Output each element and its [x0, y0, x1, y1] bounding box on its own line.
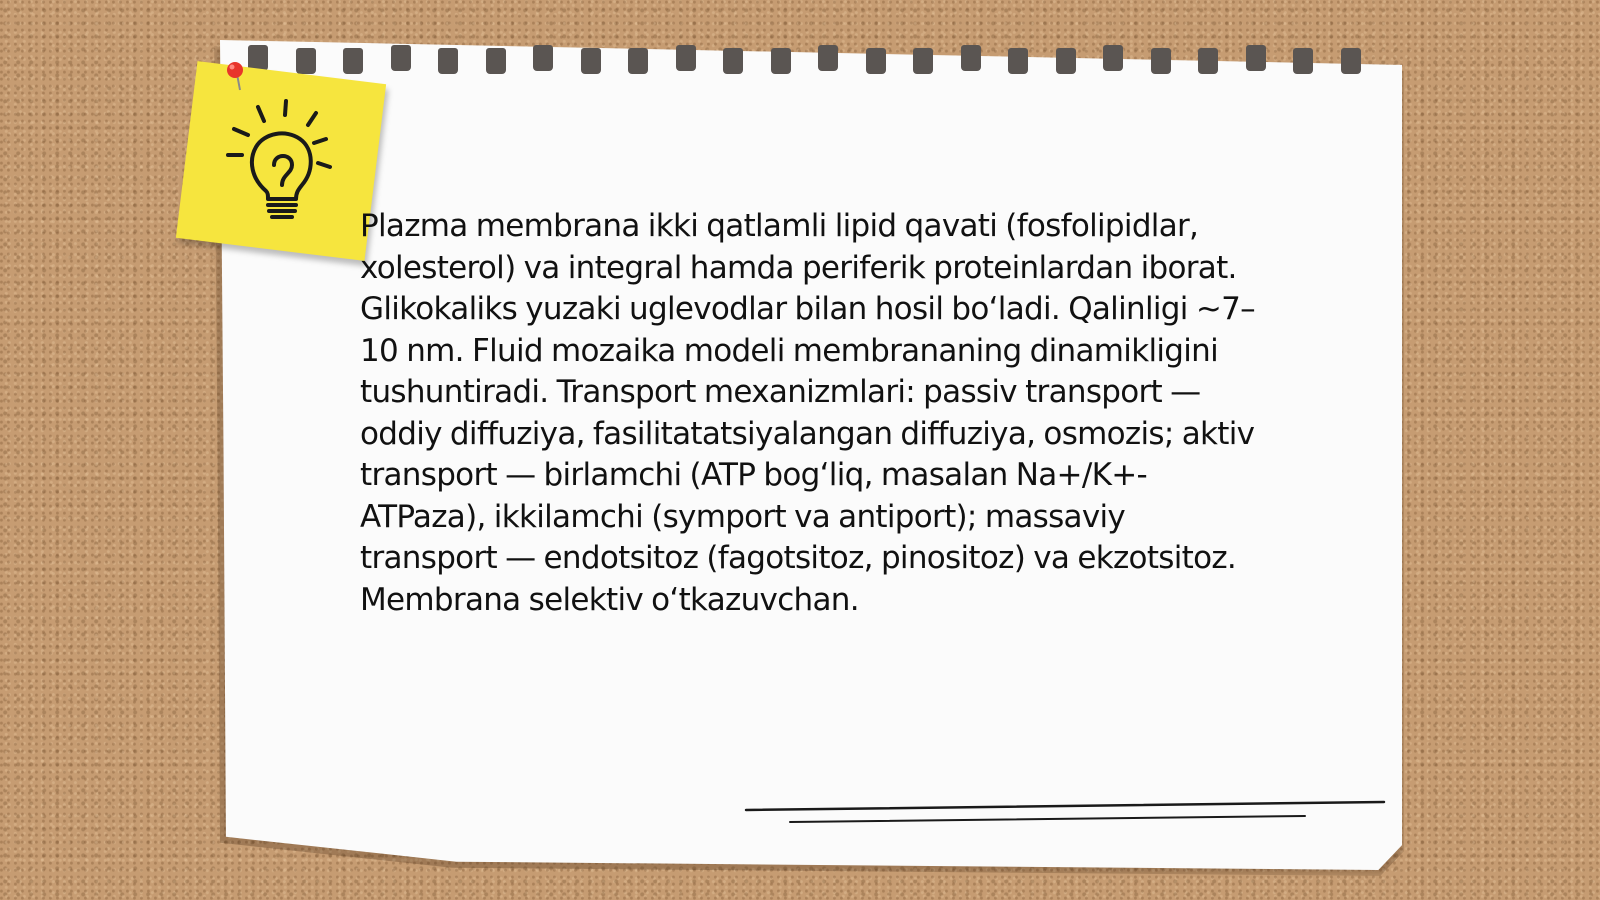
- binder-hole: [533, 45, 553, 71]
- binder-hole: [628, 48, 648, 74]
- body-text: Plazma membrana ikki qatlamli lipid qavati (fosfolipidlar, xolesterol) va integral hamda periferik proteinlardan iborat. Glikokaliks yuzaki uglevodlar bilan hosil bo‘ladi. Qalinligi ~7–10 nm. Fluid mozaika modeli membrananing dinamikligini tushuntiradi. Transport mexanizmlari: passiv transport — oddiy diffuziya, fasilitatatsiyalangan diffuziya, osmozis; aktiv transport — birlamchi (ATP bog‘liq, masalan Na+/K+-ATPaza), ikkilamchi (symport va antiport); massaviy transport — endotsitoz (fagotsitoz, pinositoz) va ekzotsitoz. Membrana selektiv o‘tkazuvchan.: [360, 208, 1255, 618]
- binder-hole: [1341, 48, 1361, 74]
- binder-hole: [771, 48, 791, 74]
- binder-hole: [1008, 48, 1028, 74]
- binder-hole: [581, 48, 601, 74]
- binder-hole: [723, 48, 743, 74]
- binder-hole: [391, 45, 411, 71]
- signature-lines: [740, 800, 1390, 840]
- binder-hole: [1293, 48, 1313, 74]
- binder-hole: [1151, 48, 1171, 74]
- binder-holes: [236, 42, 1366, 76]
- binder-hole: [1056, 48, 1076, 74]
- binder-hole: [486, 48, 506, 74]
- binder-hole: [961, 45, 981, 71]
- binder-hole: [1246, 45, 1266, 71]
- binder-hole: [818, 45, 838, 71]
- binder-hole: [676, 45, 696, 71]
- binder-hole: [1103, 45, 1123, 71]
- binder-hole: [296, 48, 316, 74]
- binder-hole: [343, 48, 363, 74]
- binder-hole: [438, 48, 458, 74]
- binder-hole: [1198, 48, 1218, 74]
- binder-hole: [913, 48, 933, 74]
- lightbulb-icon: [222, 95, 340, 225]
- pushpin-icon: [224, 60, 248, 94]
- binder-hole: [866, 48, 886, 74]
